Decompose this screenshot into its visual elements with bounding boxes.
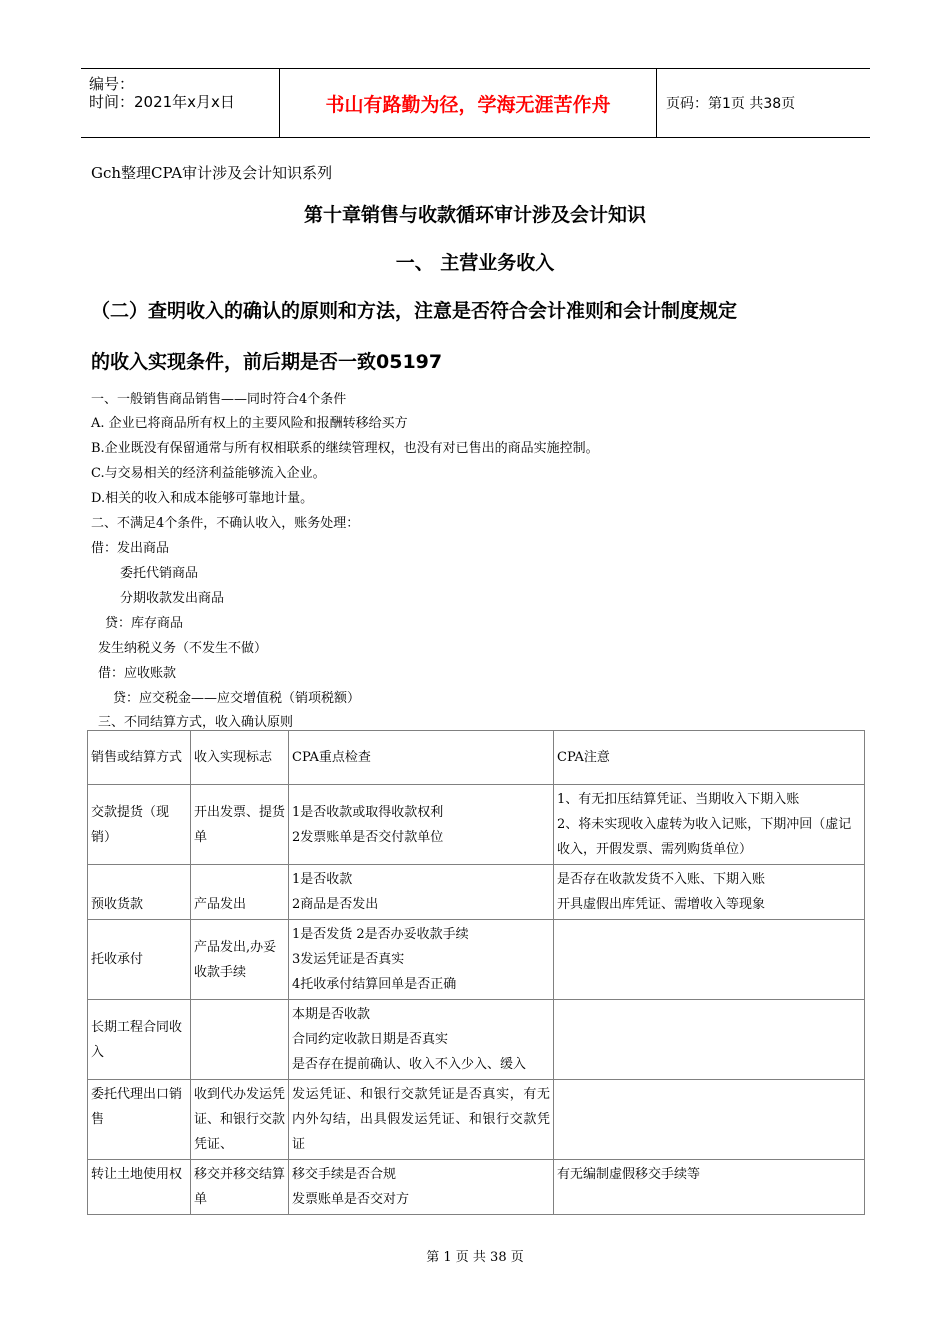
table-header-row [88,731,865,785]
table-header-cell: 销售或结算方式 [88,731,191,785]
table-cell-method: 转让土地使用权 [88,1160,191,1215]
cell-line: 1是否发货 2是否办妥收款手续 [292,927,469,942]
body-line: 一、一般销售商品销售——同时符合4个条件 [91,392,347,407]
table-cell-check [289,1160,554,1215]
section-title: 一、 主营业务收入 [395,252,555,274]
body-line: 委托代销商品 [120,566,199,581]
body-line: D.相关的收入和成本能够可靠地计量。 [91,491,314,506]
body-line: A. 企业已将商品所有权上的主要风险和报酬转移给买方 [91,416,408,431]
cell-line: 是否存在提前确认、收入不入少入、缓入 [292,1057,527,1072]
subtitle-line-2: 的收入实现条件，前后期是否一致05197 [91,351,443,373]
cell-line: 发票账单是否交对方 [292,1192,410,1207]
table-cell-check [289,920,554,1000]
table-cell-method: 预收货款 [88,865,191,920]
table-cell-mark: 开出发票、提货单 [191,785,289,865]
table-row [88,865,865,920]
table-cell-mark: 产品发出,办妥收款手续 [191,920,289,1000]
body-line: 借：发出商品 [91,541,170,556]
table-cell-note [554,785,865,865]
cell-line: 1、有无扣压结算凭证、当期收入下期入账 [557,792,800,807]
table-cell-method: 委托代理出口销售 [88,1080,191,1160]
table-cell-method: 交款提货（现销） [88,785,191,865]
table-row [88,785,865,865]
header-page-info: 页码：第1页 共38页 [666,96,796,112]
table-cell-note [554,1160,865,1215]
table-cell-check [289,1000,554,1080]
header-meta [81,69,280,137]
table-cell-check [289,785,554,865]
table-cell-method: 托收承付 [88,920,191,1000]
body-line: C.与交易相关的经济利益能够流入企业。 [91,466,326,481]
cell-line: 1是否收款 [292,872,353,887]
body-line: 二、不满足4个条件，不确认收入，账务处理： [91,516,360,531]
body-line: 三、不同结算方式，收入确认原则 [98,715,294,730]
cell-line: 2、将未实现收入虚转为收入记账，下期冲回（虚记收入，开假发票、需列购货单位） [557,817,852,857]
cell-line: 有无编制虚假移交手续等 [557,1167,701,1182]
body-line: 贷：库存商品 [105,616,184,631]
series-title: Gch整理CPA审计涉及会计知识系列 [91,164,333,182]
table-cell-method: 长期工程合同收入 [88,1000,191,1080]
body-line: 贷：应交税金——应交增值税（销项税额） [113,691,361,706]
table-cell-mark: 收到代办发运凭证、和银行交款凭证、 [191,1080,289,1160]
table-cell-note [554,1000,865,1080]
table-cell-note [554,1080,865,1160]
cell-line: 合同约定收款日期是否真实 [292,1032,449,1047]
body-line: B.企业既没有保留通常与所有权相联系的继续管理权，也没有对已售出的商品实施控制。 [91,441,599,456]
subtitle-line-1: （二）查明收入的确认的原则和方法，注意是否符合会计准则和会计制度规定 [91,300,738,322]
doc-time-label: 时间：2021年x月x日 [89,93,235,111]
cell-line: 2发票账单是否交付款单位 [292,829,444,845]
cell-line: 4托收承付结算回单是否正确 [292,977,457,992]
cell-line: 开具虚假出库凭证、需增收入等现象 [557,897,766,912]
cell-line: 是否存在收款发货不入账、下期入账 [557,872,766,887]
table-row [88,920,865,1000]
cell-line: 移交手续是否合规 [292,1167,397,1182]
body-line: 发生纳税义务（不发生不做） [98,641,268,656]
table-header-cell: CPA重点检查 [289,731,554,785]
body-line: 分期收款发出商品 [120,591,225,606]
table-cell-check [289,865,554,920]
table-header-cell: 收入实现标志 [191,731,289,785]
table-cell-mark: 移交并移交结算单 [191,1160,289,1215]
page-header [81,68,870,138]
cell-line: 2商品是否发出 [292,897,379,912]
table-cell-note [554,865,865,920]
cell-line: 本期是否收款 [292,1007,371,1022]
table-cell-note [554,920,865,1000]
settlement-table [87,730,865,1215]
cell-line: 1是否收款或取得收款权利 [292,804,444,820]
table-header-cell: CPA注意 [554,731,865,785]
table-cell-mark [191,1000,289,1080]
table-row [88,1080,865,1160]
header-motto: 书山有路勤为径，学海无涯苦作舟 [280,69,657,137]
body-line: 借：应收账款 [98,666,177,681]
table-row [88,1000,865,1080]
page-footer: 第 1 页 共 38 页 [426,1250,524,1265]
chapter-title: 第十章销售与收款循环审计涉及会计知识 [303,204,646,226]
table-cell-check: 发运凭证、和银行交款凭证是否真实，有无内外勾结，出具假发运凭证、和银行交款凭证 [289,1080,554,1160]
doc-number-label: 编号： [89,75,135,93]
cell-line: 3发运凭证是否真实 [292,952,405,967]
table-cell-mark: 产品发出 [191,865,289,920]
table-row [88,1160,865,1215]
